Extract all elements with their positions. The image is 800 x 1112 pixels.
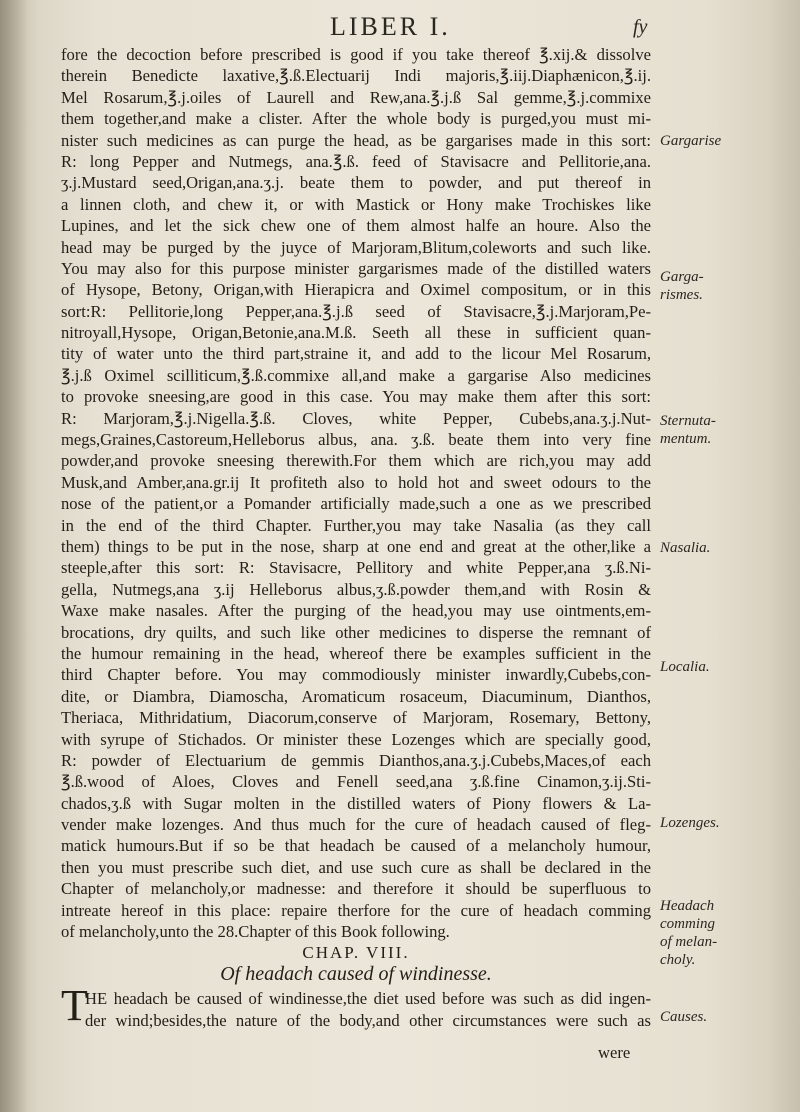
text-line: then you must prescribe such diet, and use such cure as shall be declared in the: [61, 857, 651, 877]
margin-note-rismes: rismes.: [660, 287, 703, 303]
margin-note-localia: Localia.: [660, 659, 710, 675]
text-line: to provoke sneesing,are good in this case. You may make them after this sort:: [61, 387, 651, 407]
text-line: brocations, dry quilts, and such like other medicines to disperse the remnant of: [61, 622, 651, 642]
text-line: ℥.j.ß Oximel scilliticum,℥.ß.commixe all,and make a gargarise Also medicines: [61, 365, 651, 385]
text-line: fore the decoction before prescribed is good if you take thereof ℥.xij.& dissolve: [61, 45, 651, 64]
text-line: dite, or Diambra, Diamoscha, Aromaticum rosaceum, Diacuminum, Dianthos,: [61, 686, 651, 706]
text-line: ℥.ß.wood of Aloes, Cloves and Fenell seed,ana ʒ.ß.fine Cinamon,ʒ.ij.Sti-: [61, 772, 651, 792]
text-line: Mel Rosarum,℥.j.oiles of Laurell and Rew,ana.℥.j.ß Sal gemme,℥.j.commixe: [61, 87, 651, 107]
margin-note-sternuta: Sternuta-: [660, 413, 716, 429]
text-line: R: long Pepper and Nutmegs, ana.℥.ß. feed of Stavisacre and Pellitorie,ana.: [61, 151, 651, 171]
text-line: R: Marjoram,℥.j.Nigella.℥.ß. Cloves, white Pepper, Cubebs,ana.ʒ.j.Nut-: [61, 408, 651, 428]
text-line: third Chapter before. You may commodiously minister inwardly,Cubebs,con-: [61, 665, 651, 685]
chapter-title: Of headach caused of windinesse.: [220, 963, 492, 986]
signature-mark: fy: [633, 16, 648, 38]
chapter-line-2: der wind;besides,the nature of the body,and other circumstances were such as: [85, 1010, 651, 1030]
margin-note-headach: Headach: [660, 898, 715, 914]
margin-note-comming: comming: [660, 916, 715, 932]
text-line: therein Benedicte laxative,℥.ß.Electuarij Indi majoris,℥.iij.Diaphænicon,℥.ij.: [61, 66, 651, 86]
text-line: chados,ʒ.ß with Sugar molten in the distilled waters of Piony flowers & La-: [61, 793, 651, 813]
chapter-line-1: HE headach be caused of windinesse,the diet used before was such as did ingen-: [85, 989, 651, 1009]
text-line: tity of water unto the third part,straine it, and add to the licour Mel Rosarum,: [61, 344, 651, 364]
text-line: of Hysope, Betony, Origan,with Hierapicra and Oximel compositum, or in this: [61, 280, 651, 300]
text-line: Theriaca, Mithridatium, Diacorum,conserve of Marjoram, Rosemary, Bettony,: [61, 708, 651, 728]
text-line: with syrupe of Stichados. Or minister these Lozenges which are specially good,: [61, 729, 651, 749]
text-line: Musk,and Amber,ana.gr.ij It profiteth also to hold hot and sweet odours to the: [61, 472, 651, 492]
margin-note-nasalia: Nasalia.: [660, 540, 711, 556]
text-line: the humour remaining in the head, whereof there be examples sufficient in the: [61, 643, 651, 663]
margin-note-garga: Garga-: [660, 269, 704, 285]
text-line: vender make lozenges. And thus much for the cure of headach caused of fleg-: [61, 815, 651, 835]
margin-note-gargarise: Gargarise: [660, 133, 722, 149]
text-line: Chapter of melancholy,or madnesse: and therefore it should be superfluous to: [61, 879, 651, 899]
text-line: nister such medicines as can purge the head, as be gargarises made in this sort:: [61, 130, 651, 150]
text-line: gella, Nutmegs,ana ʒ.ij Helleborus albus,ʒ.ß.powder them,and with Rosin &: [61, 579, 651, 599]
text-line: megs,Graines,Castoreum,Helleborus albus, ana. ʒ.ß. beate them into very fine: [61, 430, 651, 450]
text-line: in the end of the third Chapter. Further,you may take Nasalia (as they call: [61, 515, 651, 535]
catchword: were: [598, 1043, 631, 1062]
text-line: R: powder of Electuarium de gemmis Dianthos,ana.ʒ.j.Cubebs,Maces,of each: [61, 750, 651, 770]
text-line: nose of the patient,or a Pomander artificially made,such a one as we prescribed: [61, 494, 651, 514]
margin-note-choly: choly.: [660, 952, 696, 968]
text-line: sort:R: Pellitorie,long Pepper,ana.℥.j.ß seed of Stavisacre,℥.j.Marjoram,Pe-: [61, 301, 651, 321]
text-line: powder,and provoke sneesing therewith.For them which are rich,you may add: [61, 451, 651, 471]
margin-note-lozenges: Lozenges.: [660, 815, 720, 831]
text-line: of melancholy,unto the 28.Chapter of this Book following.: [61, 922, 450, 942]
body-text: [61, 44, 651, 1031]
text-line: matick humours.But if so be that headach be caused of a melancholy humour,: [61, 836, 651, 856]
text-line: them) things to be put in the nose, sharp at one end and great at the other,like a: [61, 536, 651, 556]
text-line: Lupines, and let the sick chew one of them almost halfe an houre. Also the: [61, 216, 651, 236]
running-head: LIBER I.: [330, 12, 451, 41]
page-header: [0, 12, 660, 46]
page-gutter-shadow: [0, 0, 28, 1112]
margin-note-causes: Causes.: [660, 1009, 708, 1025]
text-line: ʒ.j.Mustard seed,Origan,ana.ʒ.j. beate them to powder, and put thereof in: [61, 173, 651, 193]
chapter-second-line: [61, 1010, 651, 1031]
text-line: Waxe make nasales. After the purging of the head,you may use ointments,em-: [61, 601, 651, 621]
margin-notes: [660, 0, 780, 1112]
chapter-number: CHAP. VIII.: [302, 943, 410, 963]
text-line: head may be purged by the juyce of Marjoram,Blitum,coleworts and such like.: [61, 237, 651, 257]
margin-note-mentum: mentum.: [660, 431, 712, 447]
drop-cap: T: [61, 981, 88, 1031]
text-line: them together,and make a clister. After the whole body is purged,you must mi-: [61, 109, 651, 129]
text-line: You may also for this purpose minister gargarismes made of the distilled waters: [61, 258, 651, 278]
text-line: a linnen cloth, and chew it, or with Mastick or Hony make Trochiskes like: [61, 194, 651, 214]
margin-note-of-melan: of melan-: [660, 934, 718, 950]
text-line: steeple,after this sort: R: Stavisacre, Pellitory and white Pepper,ana ʒ.ß.Ni-: [61, 558, 651, 578]
text-line: nitroyall,Hysope, Origan,Betonie,ana.M.ß. Seeth all these in sufficient quan-: [61, 323, 651, 343]
text-line: intreate hereof in this place: repaire therfore for the cure of headach comming: [61, 900, 651, 920]
